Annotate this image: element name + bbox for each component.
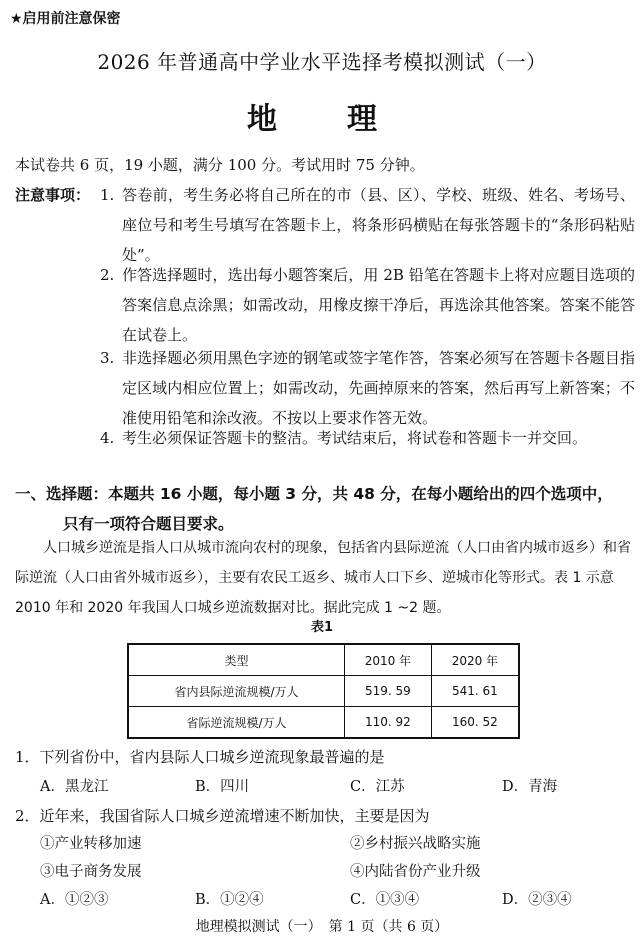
notice-item-number: 4.: [100, 429, 115, 447]
table-header-cell: 2020 年: [431, 644, 519, 676]
notice-item-number: 2.: [100, 266, 115, 284]
table-caption: 表1: [310, 620, 334, 635]
table-row: [128, 707, 519, 739]
question-2-option-a: A．①②③: [40, 892, 109, 908]
table-header-row: [128, 644, 519, 676]
question-2-statement-1: ①产业转移加速: [40, 836, 142, 852]
question-2-option-d: D．②③④: [502, 892, 572, 908]
question-2-option-c: C．①③④: [350, 892, 420, 908]
notice-label: 注意事项：: [15, 186, 91, 204]
subject-title: 地 理: [247, 102, 397, 137]
notice-item-text: 作答选择题时，选出每小题答案后，用 2B 铅笔在答题卡上将对应题目选项的答案信息点涂黑；如需改动，用橡皮擦干净后，再选涂其他答案。答案不能答在试卷上。: [122, 266, 635, 344]
table-cell: 110. 92: [345, 707, 432, 739]
table-row: [128, 676, 519, 707]
reading-passage: 人口城乡逆流是指人口从城市流向农村的现象，包括省内县际逆流（人口由省内城市返乡）和省际逆流（人口由省外城市返乡），主要有农民工返乡、城市人口下乡、逆城市化等形式。表 1 示意 2010 年和 2020 年我国人口城乡逆流数据对比。据此完成 1 ~2 题。: [15, 540, 631, 616]
question-1-option-a: A．黑龙江: [40, 779, 109, 795]
question-2-option-b: B．①②④: [195, 892, 264, 908]
table-cell: 省内县际逆流规模/万人: [128, 676, 345, 707]
question-2-statement-2: ②乡村振兴战略实施: [350, 836, 481, 852]
data-table: [127, 643, 520, 739]
question-1-option-b: B．四川: [195, 779, 250, 795]
section-heading: [15, 479, 635, 539]
exam-title: 2026 年普通高中学业水平选择考模拟测试（一）: [97, 50, 547, 74]
notice-item-4: [100, 423, 635, 453]
notice-item-number: 3.: [100, 349, 115, 367]
section-heading-line1: 一、选择题：本题共 16 小题，每小题 3 分，共 48 分，在每小题给出的四个选项中，: [15, 485, 613, 503]
question-2-statement-4: ④内陆省份产业升级: [350, 864, 481, 880]
page-footer: 地理模拟测试（一） 第 1 页（共 6 页）: [195, 919, 449, 935]
notice-item-text: 考生必须保证答题卡的整洁。考试结束后，将试卷和答题卡一并交回。: [122, 429, 588, 447]
notice-item-number: 1.: [100, 186, 115, 204]
notice-item-3: [100, 343, 635, 433]
section-heading-line2: 只有一项符合题目要求。: [63, 515, 234, 533]
table-header-cell: 2010 年: [345, 644, 432, 676]
table-cell: 519. 59: [345, 676, 432, 707]
table-cell: 160. 52: [431, 707, 519, 739]
exam-intro: 本试卷共 6 页，19 小题，满分 100 分。考试用时 75 分钟。: [15, 156, 425, 174]
question-1-stem: 1．下列省份中，省内县际人口城乡逆流现象最普遍的是: [15, 748, 385, 766]
table-cell: 省际逆流规模/万人: [128, 707, 345, 739]
notice-item-text: 答卷前，考生务必将自己所在的市（县、区）、学校、班级、姓名、考场号、座位号和考生号填写在答题卡上，将条形码横贴在每张答题卡的“条形码粘贴处”。: [122, 186, 635, 264]
question-1-option-d: D．青海: [502, 779, 558, 795]
table-cell: 541. 61: [431, 676, 519, 707]
question-2-statement-3: ③电子商务发展: [40, 864, 142, 880]
confidential-mark: ★启用前注意保密: [10, 11, 121, 27]
notice-item-1: [100, 180, 635, 270]
question-2-stem: 2．近年来，我国省际人口城乡逆流增速不断加快，主要是因为: [15, 807, 430, 825]
notice-item-text: 非选择题必须用黑色字迹的钢笔或签字笔作答，答案必须写在答题卡各题目指定区域内相应位置上；如需改动，先画掉原来的答案，然后再写上新答案；不准使用铅笔和涂改液。不按以上要求作答无效。: [122, 349, 635, 427]
question-1-option-c: C．江苏: [350, 779, 405, 795]
notice-item-2: [100, 260, 635, 350]
table-header-cell: 类型: [128, 644, 345, 676]
